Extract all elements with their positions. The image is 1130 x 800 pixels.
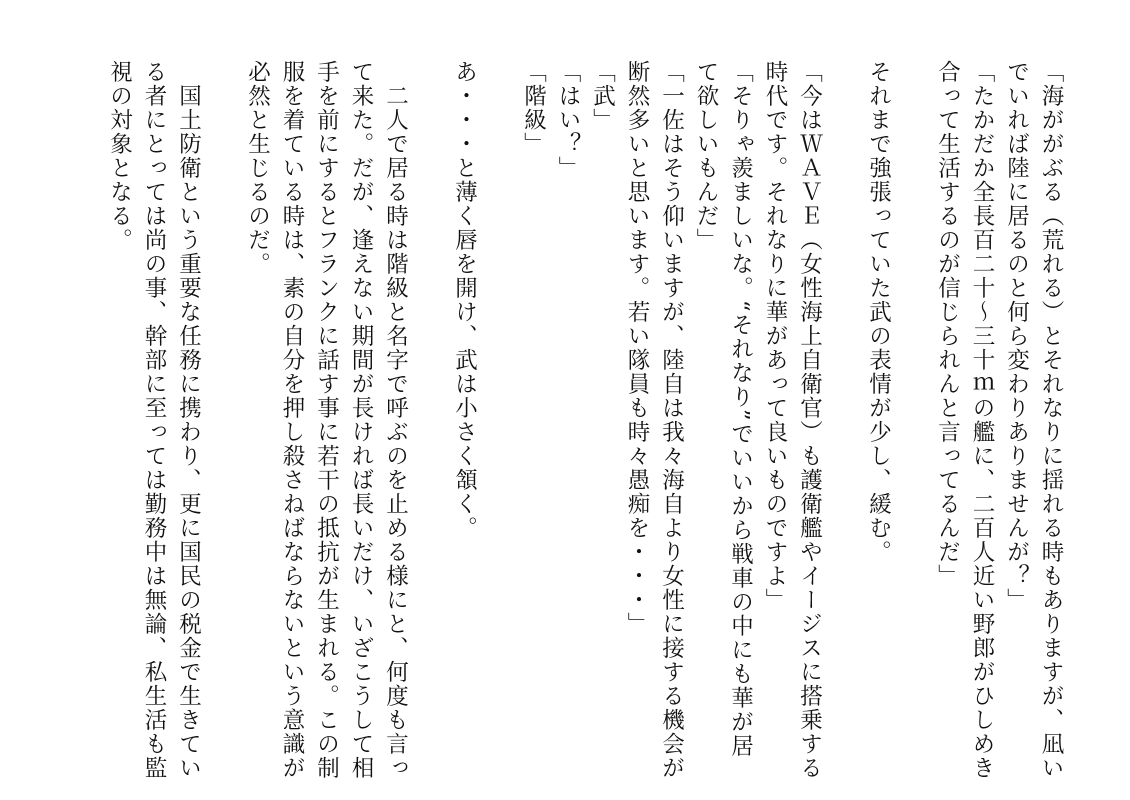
- blank-line: [827, 60, 862, 780]
- blank-line: [482, 60, 517, 780]
- dialogue-line: 「海ががぶる（荒れる）とそれなりに揺れる時もありますが、凪いでいれば陸に居るのと何ら変わりありませんが？」: [1003, 60, 1064, 780]
- dialogue-line: 「今はＷＡＶＥ（女性海上自衛官）も護衛艦やイージスに搭乗する時代です。それなりに華があって良いものですよ」: [762, 60, 823, 780]
- blank-line: [896, 60, 931, 780]
- dialogue-line: 「はい？」: [555, 60, 581, 180]
- narration-paragraph: 国土防衛という重要な任務に携わり、更に国民の税金で生きている者にとっては尚の事、幹部に至っては勤務中は無論、私生活も監視の対象となる。: [106, 60, 202, 780]
- dialogue-line: 「そりゃ羨ましいな。“それなり”でいいから戦車の中にも華が居て欲しいもんだ」: [693, 60, 754, 759]
- vertical-text-body: [102, 60, 1068, 780]
- narration-paragraph: 二人で居る時は階級と名字で呼ぶのを止める様にと、何度も言って来た。だが、逢えない期間が長ければ長いだけ、いざこうして相手を前にするとフランクに話す事に若干の抵抗が生まれる。この制服を着ている時は、素の自分を押し殺さねばならないという意識が必然と生じるのだ。: [244, 60, 409, 780]
- narration-line: それまで強張っていた武の表情が少し、緩む。: [865, 60, 892, 564]
- dialogue-line: 「一佐はそう仰いますが、陸自は我々海自より女性に接する機会が断然多いと思います。若い隊員も時々愚痴を・・・」: [624, 60, 685, 780]
- narration-line: あ・・・と薄く唇を開け、武は小さく頷く。: [451, 60, 478, 540]
- blank-line: [206, 60, 241, 780]
- blank-line: [413, 60, 448, 780]
- dialogue-line: 「階級」: [520, 60, 547, 156]
- dialogue-line: 「武」: [589, 60, 616, 132]
- dialogue-line: 「たかだか全長百二十～三十ｍの艦に、二百人近い野郎がひしめき合って生活するのが信じられんと言ってるんだ」: [934, 60, 995, 780]
